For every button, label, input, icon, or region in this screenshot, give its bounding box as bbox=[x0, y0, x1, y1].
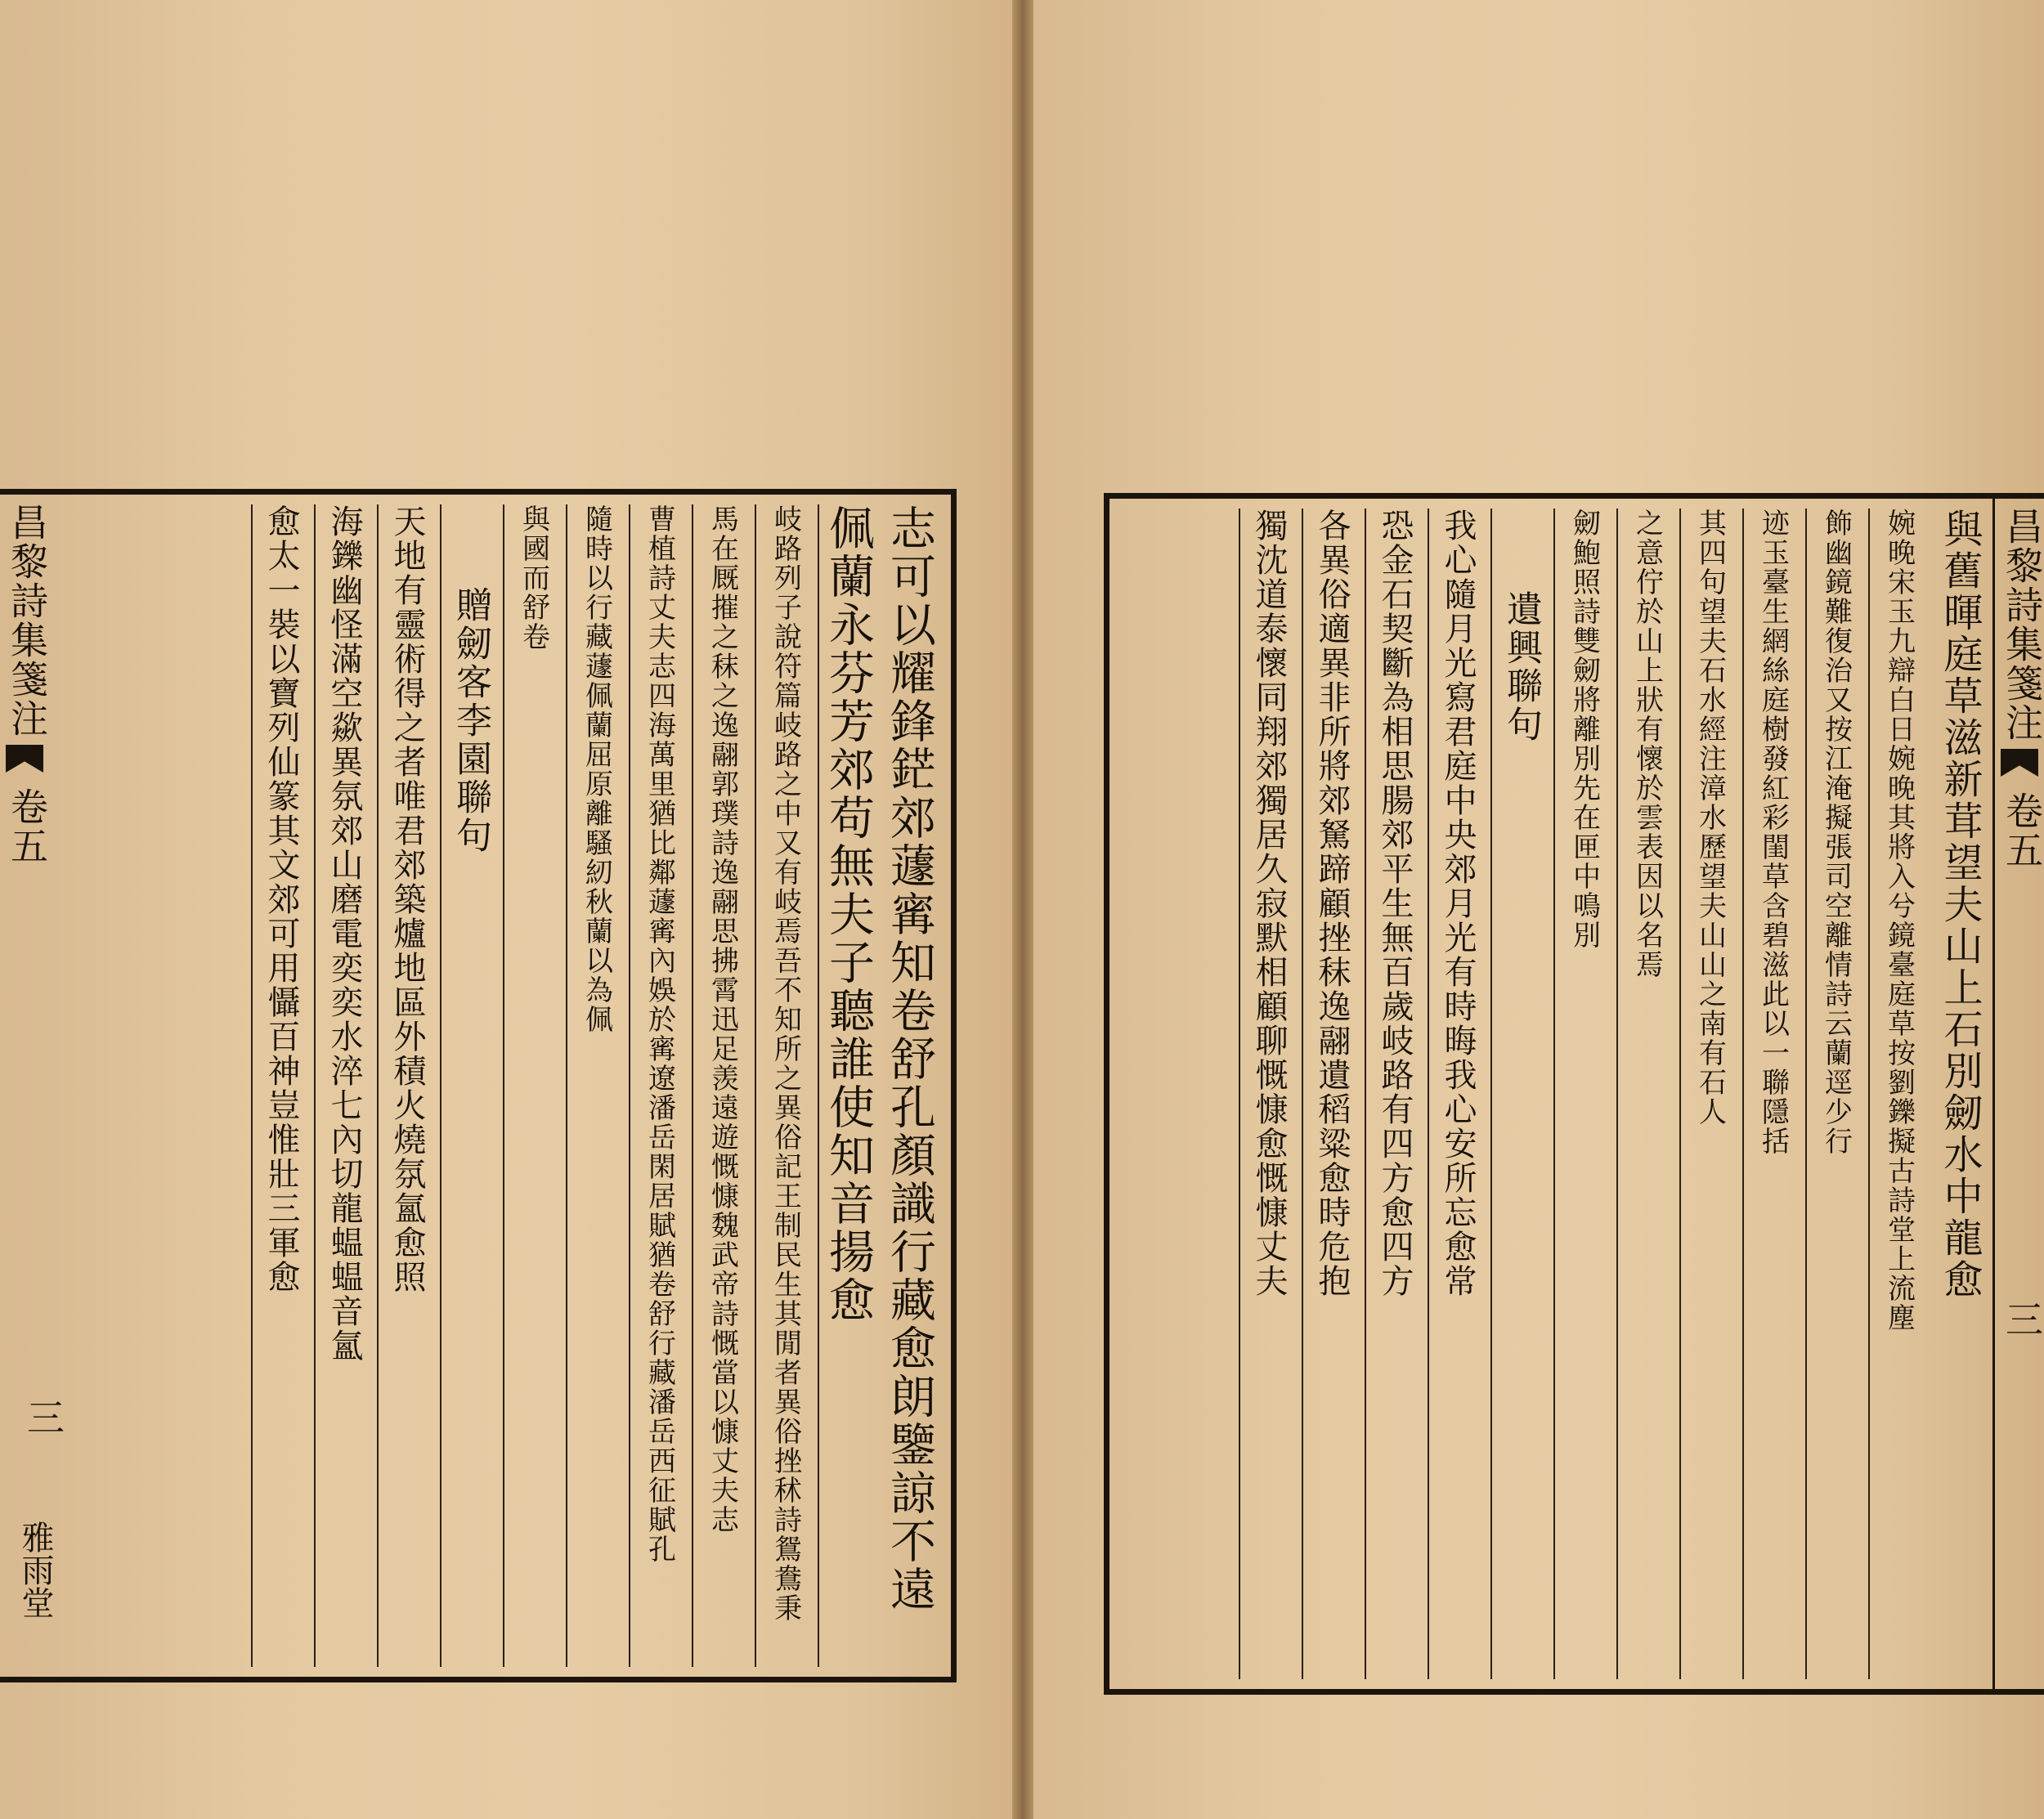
text-column bbox=[755, 504, 814, 1667]
column-text: 天地有靈術得之者唯君郊築爐地區外積火燒氛氳愈照 bbox=[388, 504, 426, 1294]
column-text: 岐路列子說符篇岐路之中又有岐焉吾不知所之異俗記王制民生其閒者異俗挫秫詩鴛鴦秉 bbox=[769, 504, 802, 1623]
column-text: 佩蘭永芬芳郊苟無夫子聽誰使知音揚愈 bbox=[822, 504, 875, 1324]
column-text: 志可以耀鋒鋩郊蘧寗知卷舒孔顏識行藏愈朗鑒諒不遠 bbox=[883, 504, 936, 1614]
column-text: 愈太一裝以寶列仙篆其文郊可用懾百神豈惟壯三軍愈 bbox=[262, 504, 300, 1294]
text-column bbox=[314, 504, 373, 1667]
text-column bbox=[1868, 509, 1927, 1679]
text-column bbox=[440, 504, 499, 1667]
text-column bbox=[251, 504, 310, 1667]
column-text: 隨時以行藏蘧佩蘭屈原離騷紉秋蘭以為佩 bbox=[580, 504, 613, 1034]
right-margin-block bbox=[1992, 499, 2044, 1689]
column-text: 馬在厩摧之秣之逸翮郭璞詩逸翮思拂霄迅足羡遠遊慨慷魏武帝詩慨當以慷丈夫志 bbox=[706, 504, 739, 1535]
fish-tail-mark bbox=[6, 745, 43, 773]
column-text: 其四句望夫石水經注漳水歷望夫山山之南有石人 bbox=[1693, 509, 1727, 1127]
text-column bbox=[629, 504, 688, 1667]
text-column bbox=[1742, 509, 1801, 1679]
column-text: 曹植詩丈夫志四海萬里猶比鄰蘧寗內娛於寗遼潘岳閑居賦猶卷舒行藏潘岳西征賦孔 bbox=[643, 504, 676, 1564]
column-text: 與舊暉庭草滋新茸望夫山上石別劒水中龍愈 bbox=[1937, 509, 1983, 1301]
column-text: 劒鮑照詩雙劒將離別先在匣中鳴別 bbox=[1567, 509, 1601, 950]
text-column bbox=[692, 504, 751, 1667]
left-text-frame bbox=[0, 489, 957, 1682]
poem-title: 贈劒客李園聯句 bbox=[450, 586, 491, 855]
text-column bbox=[1616, 509, 1675, 1679]
text-column bbox=[1365, 509, 1423, 1679]
column-text: 海鑠幽怪滿空歘異氛郊山磨電奕奕水淬七內切龍蝹蝹音氳 bbox=[325, 504, 363, 1363]
text-column bbox=[1428, 509, 1486, 1679]
fish-tail-mark bbox=[2001, 749, 2038, 777]
text-column bbox=[1679, 509, 1738, 1679]
column-text: 婉晚宋玉九辯白日婉晚其將入兮鏡臺庭草按劉鑠擬古詩堂上流塵 bbox=[1882, 509, 1916, 1333]
text-column bbox=[1805, 509, 1864, 1679]
text-column bbox=[377, 504, 436, 1667]
text-column bbox=[1931, 509, 1988, 1679]
volume-label: 卷五 bbox=[5, 787, 49, 866]
text-column bbox=[1490, 509, 1549, 1679]
column-text: 獨沈道泰懷同翔郊獨居久寂默相顧聊慨慷愈慨慷丈夫 bbox=[1250, 509, 1288, 1298]
volume-label: 卷五 bbox=[2000, 791, 2044, 870]
book-gutter bbox=[1012, 0, 1033, 1819]
page-number: 三 bbox=[21, 1398, 65, 1436]
column-text: 飾幽鏡難復治又按江淹擬張司空離情詩云蘭逕少行 bbox=[1819, 509, 1853, 1156]
publisher-mark: 雅雨堂 bbox=[16, 1521, 54, 1619]
text-column bbox=[503, 504, 562, 1667]
text-column bbox=[1302, 509, 1360, 1679]
column-text: 各異俗適異非所將郊駑蹄顧挫秣逸翮遺稻粱愈時危抱 bbox=[1313, 509, 1351, 1298]
column-text: 與國而舒卷 bbox=[517, 504, 550, 652]
text-column bbox=[818, 504, 876, 1667]
column-text: 迹玉臺生網絲庭樹發紅彩閨草含碧滋此以一聯隱括 bbox=[1756, 509, 1790, 1156]
right-text-frame bbox=[1104, 493, 2044, 1695]
poem-title: 遺興聯句 bbox=[1500, 590, 1542, 744]
left-margin-block bbox=[0, 495, 49, 1677]
book-title-margin: 昌黎詩集箋注 bbox=[5, 503, 49, 738]
text-column bbox=[1239, 509, 1298, 1679]
book-title-margin: 昌黎詩集箋注 bbox=[2000, 507, 2044, 742]
text-column bbox=[566, 504, 625, 1667]
page-number: 三 bbox=[2000, 1300, 2044, 1337]
text-column bbox=[1553, 509, 1612, 1679]
column-text: 之意佇於山上狀有懷於雲表因以名焉 bbox=[1630, 509, 1664, 979]
column-text: 恐金石契斷為相思腸郊平生無百歲岐路有四方愈四方 bbox=[1376, 509, 1414, 1298]
text-column bbox=[881, 504, 938, 1667]
column-text: 我心隨月光寫君庭中央郊月光有時晦我心安所忘愈常 bbox=[1439, 509, 1477, 1298]
